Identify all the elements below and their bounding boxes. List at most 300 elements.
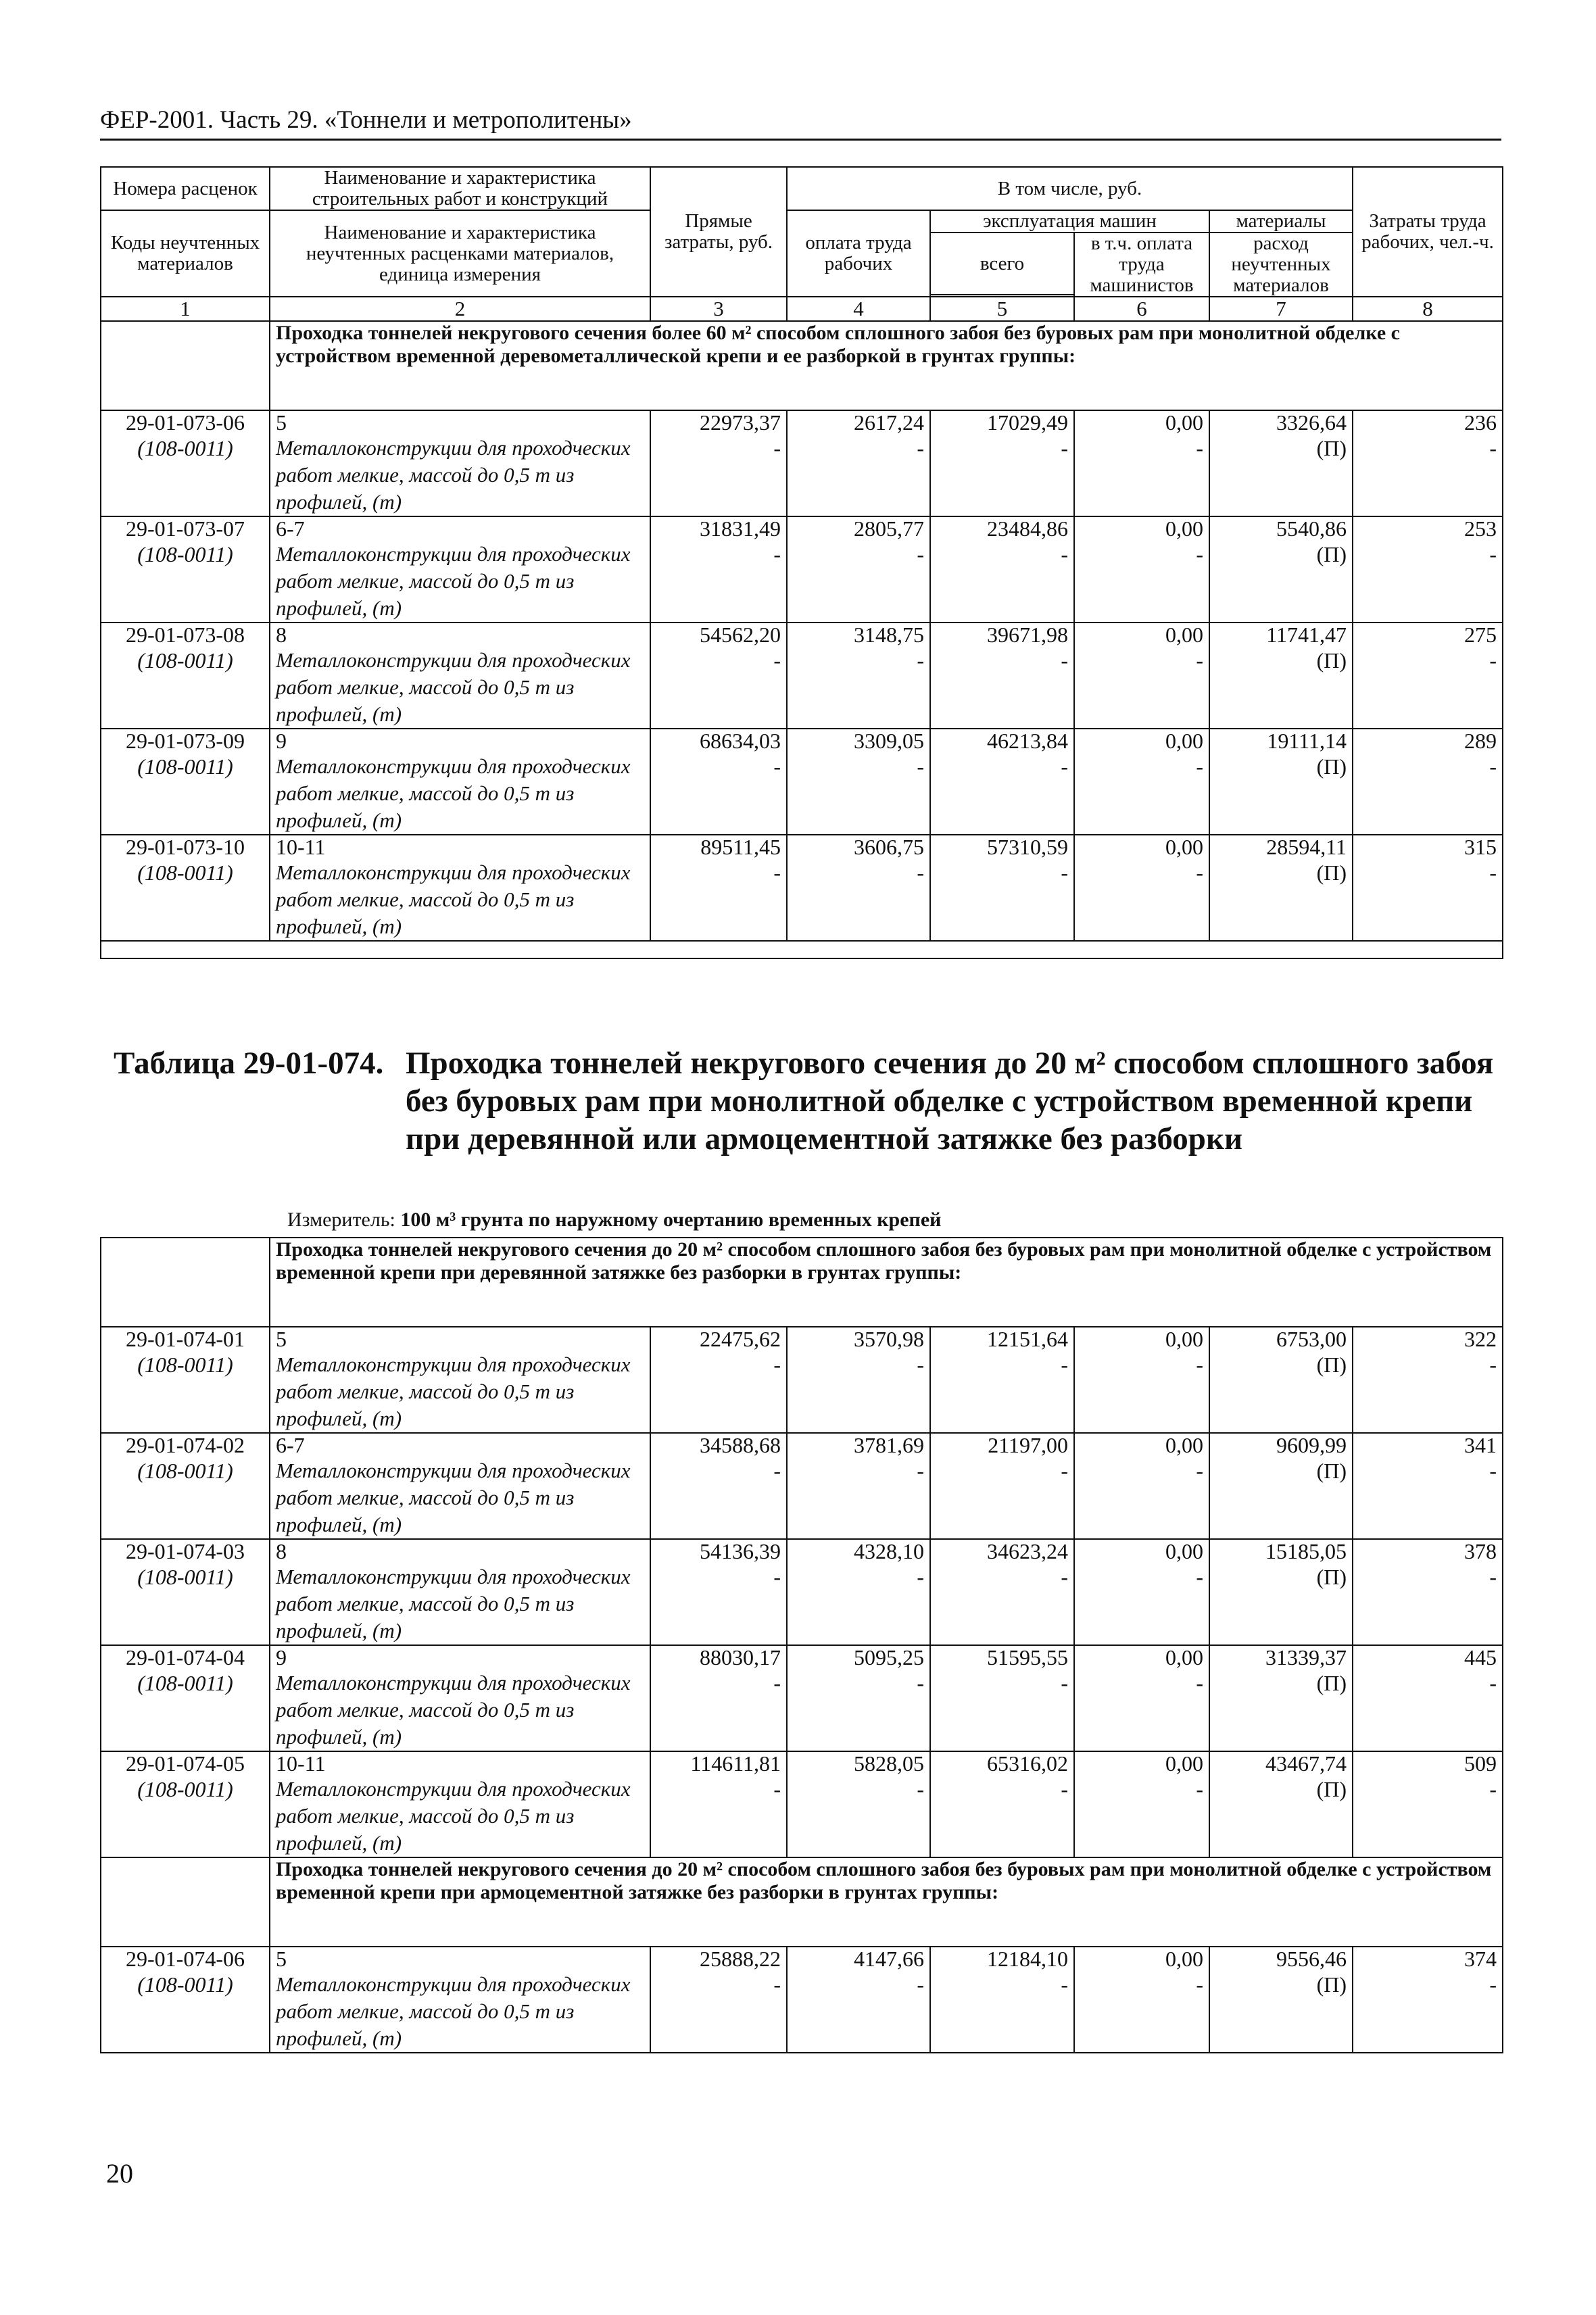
labor-pay-value: 5095,25 — [854, 1645, 924, 1670]
material-name: Металлоконструкции для проходческих работ мелкие, массой до 0,5 т из профилей, (т) — [276, 436, 631, 514]
column-number: 1 — [101, 297, 270, 321]
operators-pay-cell — [1074, 623, 1209, 729]
direct-costs-value: 68634,03 — [700, 729, 781, 753]
labor-hours-value: 315 — [1464, 835, 1497, 859]
operators-pay-cell — [1074, 410, 1209, 516]
materials-cell — [1209, 1327, 1353, 1433]
materials-value: 43467,74 — [1265, 1751, 1347, 1776]
labor-pay-cell — [787, 516, 930, 623]
rate-name-cell — [270, 1947, 650, 2053]
rate-row — [101, 1751, 1503, 1857]
labor-hours-value: 374 — [1464, 1947, 1497, 1971]
column-number: 7 — [1209, 297, 1353, 321]
material-name: Металлоконструкции для проходческих работ мелкие, массой до 0,5 т из профилей, (т) — [276, 1353, 631, 1430]
dash-mark: - — [917, 1671, 924, 1695]
table-title — [114, 1044, 1506, 1158]
material-flag: (П) — [1316, 754, 1347, 779]
material-flag: (П) — [1316, 1777, 1347, 1801]
dash-mark: - — [773, 436, 781, 460]
dash-mark: - — [917, 1459, 924, 1483]
labor-pay-value: 3309,05 — [854, 729, 924, 753]
measure-label: Измеритель: — [287, 1209, 395, 1231]
labor-pay-value: 2805,77 — [854, 516, 924, 541]
dash-mark: - — [1196, 1353, 1203, 1377]
rate-name-cell — [270, 1327, 650, 1433]
dash-mark: - — [1061, 1565, 1068, 1589]
direct-costs-cell — [650, 1327, 787, 1433]
header-rule — [100, 139, 1501, 141]
labor-hours-value: 275 — [1464, 623, 1497, 647]
material-code: (108-0011) — [137, 436, 233, 460]
dash-mark: - — [917, 1777, 924, 1801]
direct-costs-value: 34588,68 — [700, 1433, 781, 1457]
dash-mark: - — [1489, 1777, 1497, 1801]
operators-pay-value: 0,00 — [1165, 1947, 1203, 1971]
table-title-text: Проходка тоннелей некругового сечения до 20 м² способом сплошного забоя без буровых рам при монолитной обделке с устройством временной крепи при деревянной или армоцементной затяжке без разборки — [406, 1046, 1494, 1156]
rate-code: 29-01-073-10 — [126, 835, 245, 859]
dash-mark: - — [1489, 1972, 1497, 1997]
material-name: Металлоконструкции для проходческих работ мелкие, массой до 0,5 т из профилей, (т) — [276, 1459, 631, 1536]
section-heading: Проходка тоннелей некругового сечения более 60 м² способом сплошного забоя без буровых рам при монолитной обделке с устройством временной деревометаллической крепи и ее разборкой в грунтах группы: — [270, 321, 1503, 410]
rate-code-cell — [101, 729, 270, 835]
rate-name-cell — [270, 1751, 650, 1857]
operators-pay-value: 0,00 — [1165, 1645, 1203, 1670]
dash-mark: - — [1061, 1972, 1068, 1997]
dash-mark: - — [773, 542, 781, 566]
soil-group: 6-7 — [276, 1433, 305, 1457]
operators-pay-value: 0,00 — [1165, 1433, 1203, 1457]
dash-mark: - — [917, 648, 924, 673]
material-flag: (П) — [1316, 542, 1347, 566]
dash-mark: - — [1489, 648, 1497, 673]
operators-pay-value: 0,00 — [1165, 1327, 1203, 1351]
dash-mark: - — [773, 1565, 781, 1589]
header-direct-costs: Прямые затраты, руб. — [650, 167, 787, 297]
header-machines: эксплуатация машин — [930, 210, 1209, 233]
materials-value: 6753,00 — [1276, 1327, 1347, 1351]
dash-mark: - — [917, 754, 924, 779]
machines-total-cell — [930, 1947, 1074, 2053]
operators-pay-value: 0,00 — [1165, 623, 1203, 647]
materials-cell — [1209, 1645, 1353, 1751]
direct-costs-value: 31831,49 — [700, 516, 781, 541]
column-number: 2 — [270, 297, 650, 321]
dash-mark: - — [1061, 1353, 1068, 1377]
dash-mark: - — [1196, 1565, 1203, 1589]
dash-mark: - — [1196, 754, 1203, 779]
table-bottom-spacer — [101, 941, 1503, 958]
column-number: 5 — [930, 297, 1074, 321]
materials-value: 19111,14 — [1267, 729, 1347, 753]
rate-row — [101, 1947, 1503, 2053]
rate-name-cell — [270, 1433, 650, 1539]
material-flag: (П) — [1316, 436, 1347, 460]
soil-group: 8 — [276, 623, 287, 647]
dash-mark: - — [1489, 1459, 1497, 1483]
dash-mark: - — [1196, 1972, 1203, 1997]
materials-cell — [1209, 623, 1353, 729]
machines-total-cell — [930, 516, 1074, 623]
labor-pay-value: 5828,05 — [854, 1751, 924, 1776]
dash-mark: - — [773, 754, 781, 779]
dash-mark: - — [1061, 1459, 1068, 1483]
direct-costs-cell — [650, 1947, 787, 2053]
table-title-number: Таблица 29-01-074. — [114, 1046, 384, 1081]
machines-total-cell — [930, 835, 1074, 941]
machines-total-value: 21197,00 — [988, 1433, 1068, 1457]
dash-mark: - — [1061, 436, 1068, 460]
labor-pay-cell — [787, 1327, 930, 1433]
header-operators-pay: в т.ч. оплата труда машинистов — [1074, 233, 1209, 297]
dash-mark: - — [773, 648, 781, 673]
rate-row — [101, 1327, 1503, 1433]
labor-hours-cell — [1353, 835, 1503, 941]
labor-hours-value: 341 — [1464, 1433, 1497, 1457]
operators-pay-cell — [1074, 835, 1209, 941]
rate-name-cell — [270, 1645, 650, 1751]
dash-mark: - — [917, 542, 924, 566]
labor-hours-cell — [1353, 1645, 1503, 1751]
machines-total-value: 39671,98 — [987, 623, 1068, 647]
labor-pay-value: 3606,75 — [854, 835, 924, 859]
rate-code: 29-01-073-09 — [126, 729, 245, 753]
labor-hours-value: 378 — [1464, 1539, 1497, 1563]
labor-pay-cell — [787, 410, 930, 516]
dash-mark: - — [1489, 754, 1497, 779]
page-number: 20 — [106, 2158, 133, 2189]
dash-mark: - — [1061, 860, 1068, 885]
machines-total-value: 17029,49 — [987, 410, 1068, 435]
materials-cell — [1209, 1751, 1353, 1857]
materials-value: 9609,99 — [1276, 1433, 1347, 1457]
materials-cell — [1209, 516, 1353, 623]
operators-pay-cell — [1074, 1327, 1209, 1433]
dash-mark: - — [1489, 1565, 1497, 1589]
soil-group: 5 — [276, 1947, 287, 1971]
labor-hours-cell — [1353, 1947, 1503, 2053]
machines-total-cell — [930, 1327, 1074, 1433]
machines-total-value: 51595,55 — [987, 1645, 1068, 1670]
rate-code-cell — [101, 835, 270, 941]
rate-code: 29-01-074-03 — [126, 1539, 245, 1563]
materials-value: 31339,37 — [1265, 1645, 1347, 1670]
rate-code: 29-01-073-07 — [126, 516, 245, 541]
dash-mark: - — [1061, 542, 1068, 566]
direct-costs-cell — [650, 729, 787, 835]
operators-pay-value: 0,00 — [1165, 1751, 1203, 1776]
labor-pay-value: 3781,69 — [854, 1433, 924, 1457]
section-spacer — [101, 321, 270, 410]
rate-row — [101, 729, 1503, 835]
dash-mark: - — [1061, 648, 1068, 673]
dash-mark: - — [1489, 860, 1497, 885]
labor-hours-value: 253 — [1464, 516, 1497, 541]
materials-value: 15185,05 — [1265, 1539, 1347, 1563]
section-spacer — [101, 1238, 270, 1327]
dash-mark: - — [917, 1972, 924, 1997]
header-material-names: Наименование и характеристика неучтенных расценками материалов, единица измерения — [270, 210, 650, 297]
dash-mark: - — [1489, 436, 1497, 460]
material-flag: (П) — [1316, 1671, 1347, 1695]
direct-costs-cell — [650, 410, 787, 516]
material-code: (108-0011) — [137, 1353, 233, 1377]
labor-pay-cell — [787, 1539, 930, 1645]
soil-group: 8 — [276, 1539, 287, 1563]
dash-mark: - — [773, 860, 781, 885]
labor-pay-cell — [787, 1645, 930, 1751]
labor-hours-cell — [1353, 516, 1503, 623]
header-including: В том числе, руб. — [787, 167, 1353, 210]
direct-costs-cell — [650, 1433, 787, 1539]
dash-mark: - — [773, 1353, 781, 1377]
dash-mark: - — [1061, 754, 1068, 779]
direct-costs-value: 22475,62 — [700, 1327, 781, 1351]
direct-costs-cell — [650, 1645, 787, 1751]
rate-rows — [101, 1947, 1503, 2053]
machines-total-value: 46213,84 — [987, 729, 1068, 753]
rate-code: 29-01-074-04 — [126, 1645, 245, 1670]
operators-pay-cell — [1074, 1645, 1209, 1751]
labor-pay-cell — [787, 1433, 930, 1539]
material-name: Металлоконструкции для проходческих работ мелкие, массой до 0,5 т из профилей, (т) — [276, 542, 631, 620]
materials-cell — [1209, 835, 1353, 941]
operators-pay-value: 0,00 — [1165, 835, 1203, 859]
soil-group: 9 — [276, 729, 287, 753]
rate-code: 29-01-073-08 — [126, 623, 245, 647]
materials-cell — [1209, 410, 1353, 516]
dash-mark: - — [773, 1972, 781, 1997]
soil-group: 6-7 — [276, 516, 305, 541]
rate-name-cell — [270, 729, 650, 835]
material-code: (108-0011) — [137, 648, 233, 673]
column-number: 4 — [787, 297, 930, 321]
soil-group: 9 — [276, 1645, 287, 1670]
material-name: Металлоконструкции для проходческих работ мелкие, массой до 0,5 т из профилей, (т) — [276, 1565, 631, 1642]
labor-pay-value: 2617,24 — [854, 410, 924, 435]
labor-pay-cell — [787, 623, 930, 729]
rate-name-cell — [270, 835, 650, 941]
direct-costs-cell — [650, 1751, 787, 1857]
material-flag: (П) — [1316, 648, 1347, 673]
labor-pay-cell — [787, 1751, 930, 1857]
material-code: (108-0011) — [137, 1565, 233, 1589]
rate-row — [101, 1433, 1503, 1539]
running-header: ФЕР-2001. Часть 29. «Тоннели и метрополитены» — [100, 106, 632, 134]
machines-total-value: 34623,24 — [987, 1539, 1068, 1563]
material-name: Металлоконструкции для проходческих работ мелкие, массой до 0,5 т из профилей, (т) — [276, 648, 631, 726]
labor-hours-cell — [1353, 1539, 1503, 1645]
header-material-codes: Коды неучтенных материалов — [101, 210, 270, 297]
soil-group: 10-11 — [276, 1751, 326, 1776]
operators-pay-cell — [1074, 1433, 1209, 1539]
header-rate-numbers: Номера расценок — [101, 167, 270, 210]
labor-hours-cell — [1353, 729, 1503, 835]
direct-costs-cell — [650, 623, 787, 729]
dash-mark: - — [1061, 1671, 1068, 1695]
machines-total-cell — [930, 729, 1074, 835]
direct-costs-cell — [650, 1539, 787, 1645]
machines-total-cell — [930, 1645, 1074, 1751]
rate-code: 29-01-074-02 — [126, 1433, 245, 1457]
rate-name-cell — [270, 1539, 650, 1645]
rate-code-cell — [101, 1327, 270, 1433]
rate-code: 29-01-074-06 — [126, 1947, 245, 1971]
materials-value: 5540,86 — [1276, 516, 1347, 541]
direct-costs-value: 25888,22 — [700, 1947, 781, 1971]
rate-name-cell — [270, 410, 650, 516]
rate-code-cell — [101, 410, 270, 516]
dash-mark: - — [1489, 542, 1497, 566]
labor-hours-cell — [1353, 623, 1503, 729]
dash-mark: - — [1196, 860, 1203, 885]
material-code: (108-0011) — [137, 1777, 233, 1801]
materials-value: 11741,47 — [1266, 623, 1347, 647]
operators-pay-value: 0,00 — [1165, 410, 1203, 435]
materials-cell — [1209, 1433, 1353, 1539]
dash-mark: - — [1061, 1777, 1068, 1801]
direct-costs-cell — [650, 516, 787, 623]
dash-mark: - — [1489, 1671, 1497, 1695]
material-name: Металлоконструкции для проходческих работ мелкие, массой до 0,5 т из профилей, (т) — [276, 1972, 631, 2050]
labor-hours-value: 509 — [1464, 1751, 1497, 1776]
direct-costs-value: 89511,45 — [700, 835, 781, 859]
dash-mark: - — [1489, 1353, 1497, 1377]
column-number: 6 — [1074, 297, 1209, 321]
machines-total-cell — [930, 1433, 1074, 1539]
rate-code: 29-01-074-01 — [126, 1327, 245, 1351]
labor-hours-value: 236 — [1464, 410, 1497, 435]
material-name: Металлоконструкции для проходческих работ мелкие, массой до 0,5 т из профилей, (т) — [276, 1777, 631, 1855]
labor-hours-cell — [1353, 1751, 1503, 1857]
header-labor-hours: Затраты труда рабочих, чел.-ч. — [1353, 167, 1503, 297]
material-code: (108-0011) — [137, 1671, 233, 1695]
material-name: Металлоконструкции для проходческих работ мелкие, массой до 0,5 т из профилей, (т) — [276, 754, 631, 832]
machines-total-value: 57310,59 — [987, 835, 1068, 859]
dash-mark: - — [917, 1565, 924, 1589]
operators-pay-cell — [1074, 729, 1209, 835]
rate-code-cell — [101, 1751, 270, 1857]
dash-mark: - — [773, 1671, 781, 1695]
material-flag: (П) — [1316, 1353, 1347, 1377]
materials-value: 28594,11 — [1266, 835, 1347, 859]
rate-row — [101, 1539, 1503, 1645]
dash-mark: - — [1196, 1459, 1203, 1483]
dash-mark: - — [917, 1353, 924, 1377]
rate-code-cell — [101, 516, 270, 623]
machines-total-value: 23484,86 — [987, 516, 1068, 541]
rate-code-cell — [101, 1645, 270, 1751]
machines-total-value: 65316,02 — [987, 1751, 1068, 1776]
direct-costs-value: 54136,39 — [700, 1539, 781, 1563]
dash-mark: - — [917, 436, 924, 460]
rate-code: 29-01-074-05 — [126, 1751, 245, 1776]
machines-total-cell — [930, 623, 1074, 729]
section-heading: Проходка тоннелей некругового сечения до 20 м² способом сплошного забоя без буровых рам при монолитной обделке с устройством временной крепи при деревянной затяжке без разборки в грунтах группы: — [270, 1238, 1503, 1327]
material-name: Металлоконструкции для проходческих работ мелкие, массой до 0,5 т из профилей, (т) — [276, 860, 631, 938]
dash-mark: - — [1196, 1671, 1203, 1695]
rate-row — [101, 623, 1503, 729]
materials-cell — [1209, 729, 1353, 835]
rate-name-cell — [270, 516, 650, 623]
rate-code-cell — [101, 1433, 270, 1539]
labor-hours-value: 322 — [1464, 1327, 1497, 1351]
operators-pay-cell — [1074, 1947, 1209, 2053]
material-flag: (П) — [1316, 860, 1347, 885]
labor-hours-cell — [1353, 410, 1503, 516]
header-machines-total: всего — [930, 233, 1074, 295]
labor-hours-value: 445 — [1464, 1645, 1497, 1670]
dash-mark: - — [773, 1459, 781, 1483]
column-number: 8 — [1353, 297, 1503, 321]
labor-pay-value: 4147,66 — [854, 1947, 924, 1971]
direct-costs-value: 22973,37 — [700, 410, 781, 435]
material-flag: (П) — [1316, 1459, 1347, 1483]
rate-code: 29-01-073-06 — [126, 410, 245, 435]
rate-row — [101, 516, 1503, 623]
rate-row — [101, 835, 1503, 941]
labor-pay-cell — [787, 1947, 930, 2053]
rate-rows — [101, 1327, 1503, 1857]
labor-hours-cell — [1353, 1327, 1503, 1433]
material-code: (108-0011) — [137, 860, 233, 885]
soil-group: 10-11 — [276, 835, 326, 859]
material-code: (108-0011) — [137, 542, 233, 566]
rate-row — [101, 1645, 1503, 1751]
operators-pay-value: 0,00 — [1165, 729, 1203, 753]
rates-table-29-01-073 — [100, 166, 1503, 959]
rate-rows — [101, 410, 1503, 941]
section-heading: Проходка тоннелей некругового сечения до 20 м² способом сплошного забоя без буровых рам при монолитной обделке с устройством временной крепи при армоцементной затяжке без разборки в грунтах группы: — [270, 1857, 1503, 1947]
direct-costs-value: 114611,81 — [690, 1751, 781, 1776]
measure-unit — [287, 1209, 941, 1232]
header-labor-pay: оплата труда рабочих — [787, 210, 930, 297]
operators-pay-value: 0,00 — [1165, 1539, 1203, 1563]
material-flag: (П) — [1316, 1565, 1347, 1589]
labor-hours-value: 289 — [1464, 729, 1497, 753]
labor-pay-cell — [787, 835, 930, 941]
soil-group: 5 — [276, 1327, 287, 1351]
measure-value: 100 м³ грунта по наружному очертанию временных крепей — [400, 1209, 942, 1231]
material-name: Металлоконструкции для проходческих работ мелкие, массой до 0,5 т из профилей, (т) — [276, 1671, 631, 1749]
rates-table-29-01-074 — [100, 1237, 1503, 2053]
machines-total-cell — [930, 1539, 1074, 1645]
direct-costs-value: 88030,17 — [700, 1645, 781, 1670]
dash-mark: - — [773, 1777, 781, 1801]
column-number: 3 — [650, 297, 787, 321]
soil-group: 5 — [276, 410, 287, 435]
material-code: (108-0011) — [137, 1459, 233, 1483]
operators-pay-cell — [1074, 516, 1209, 623]
header-work-name: Наименование и характеристика строительных работ и конструкций — [270, 167, 650, 210]
labor-pay-value: 3570,98 — [854, 1327, 924, 1351]
material-code: (108-0011) — [137, 754, 233, 779]
labor-hours-cell — [1353, 1433, 1503, 1539]
materials-cell — [1209, 1539, 1353, 1645]
operators-pay-value: 0,00 — [1165, 516, 1203, 541]
dash-mark: - — [1196, 1777, 1203, 1801]
machines-total-value: 12184,10 — [987, 1947, 1068, 1971]
direct-costs-cell — [650, 835, 787, 941]
rate-code-cell — [101, 1947, 270, 2053]
section-spacer — [101, 1857, 270, 1947]
dash-mark: - — [1196, 436, 1203, 460]
rate-code-cell — [101, 623, 270, 729]
header-materials: материалы — [1209, 210, 1353, 233]
material-flag: (П) — [1316, 1972, 1347, 1997]
header-unaccounted-materials: расход неучтенных материалов — [1209, 233, 1353, 297]
labor-pay-cell — [787, 729, 930, 835]
materials-cell — [1209, 1947, 1353, 2053]
